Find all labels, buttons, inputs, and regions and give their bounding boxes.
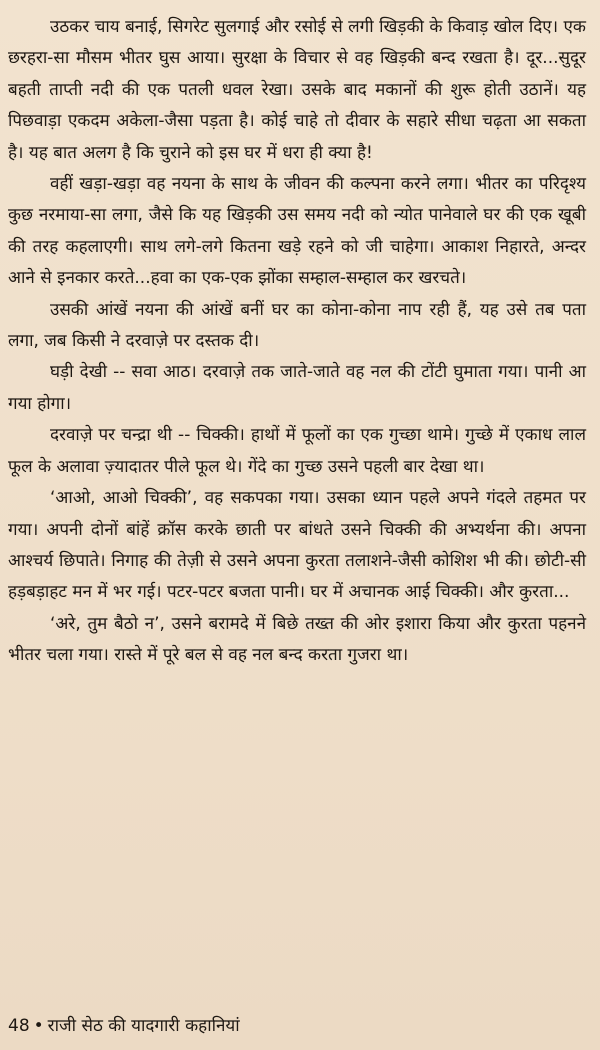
paragraph: घड़ी देखी -- सवा आठ। दरवाज़े तक जाते-जाते वह नल की टोंटी घुमाता गया। पानी आ गया होगा।	[8, 362, 586, 414]
paragraph: ‘अरे, तुम बैठो न’, उसने बरामदे में बिछे तख्त की ओर इशारा किया और कुरता पहनने भीतर चला गया। रास्ते में पूरे बल से वह नल बन्द करता गुजरा था।	[8, 613, 586, 666]
paragraph: उसकी आंखें नयना की आंखें बनीं घर का कोना-कोना नाप रही हैं, यह उसे तब पता लगा, जब किसी ने दरवाज़े पर दस्तक दी।	[8, 299, 586, 352]
story-text	[8, 12, 586, 672]
book-title: राजी सेठ की यादगारी कहानियां	[47, 1016, 240, 1036]
bullet-separator: •	[33, 1016, 44, 1036]
paragraph: दरवाज़े पर चन्द्रा थी -- चिक्की। हाथों में फूलों का एक गुच्छा थामे। गुच्छे में एकाध लाल फूल के अलावा ज़्यादातर पीले फूल थे। गेंदे का गुच्छ उसने पहली बार देखा था।	[8, 425, 586, 477]
paragraph: ‘आओ, आओ चिक्की’, वह सकपका गया। उसका ध्यान पहले अपने गंदले तहमत पर गया। अपनी दोनों बांहें क्रॉस करके छाती पर बांधते उसने चिक्की की अभ्यर्थना की। अपना आश्चर्य छिपाते। निगाह की तेज़ी से उसने अपना कुरता तलाशने-जैसी कोशिश भी की। छोटी-सी हड़बड़ाहट मन में भर गई। पटर-पटर बजता पानी। घर में अचानक आई चिक्की। और कुरता...	[8, 488, 586, 603]
paragraph: उठकर चाय बनाई, सिगरेट सुलगाई और रसोई से लगी खिड़की के किवाड़ खोल दिए। एक छरहरा-सा मौसम भीतर घुस आया। सुरक्षा के विचार से वह खिड़की बन्द रखता है। दूर...सुदूर बहती ताप्ती नदी की एक पतली धवल रेखा। उसके बाद मकानों की शुरू होती उठानें। यह पिछवाड़ा एकदम अकेला-जैसा पड़ता है। कोई चाहे तो दीवार के सहारे सीधा चढ़ता आ सकता है। यह बात अलग है कि चुराने को इस घर में धरा ही क्या है!	[8, 17, 586, 163]
page-number: 48	[8, 1016, 30, 1036]
page-footer	[8, 1014, 240, 1038]
paragraph: वहीं खड़ा-खड़ा वह नयना के साथ के जीवन की कल्पना करने लगा। भीतर का परिदृश्य कुछ नरमाया-सा लगा, जैसे कि यह खिड़की उस समय नदी को न्योत पानेवाले घर की एक खूबी की तरह कहलाएगी। साथ लगे-लगे कितना खड़े रहने को जी चाहेगा। आकाश निहारते, अन्दर आने से इनकार करते...हवा का एक-एक झोंका सम्हाल-सम्हाल कर खरचते।	[8, 174, 586, 289]
